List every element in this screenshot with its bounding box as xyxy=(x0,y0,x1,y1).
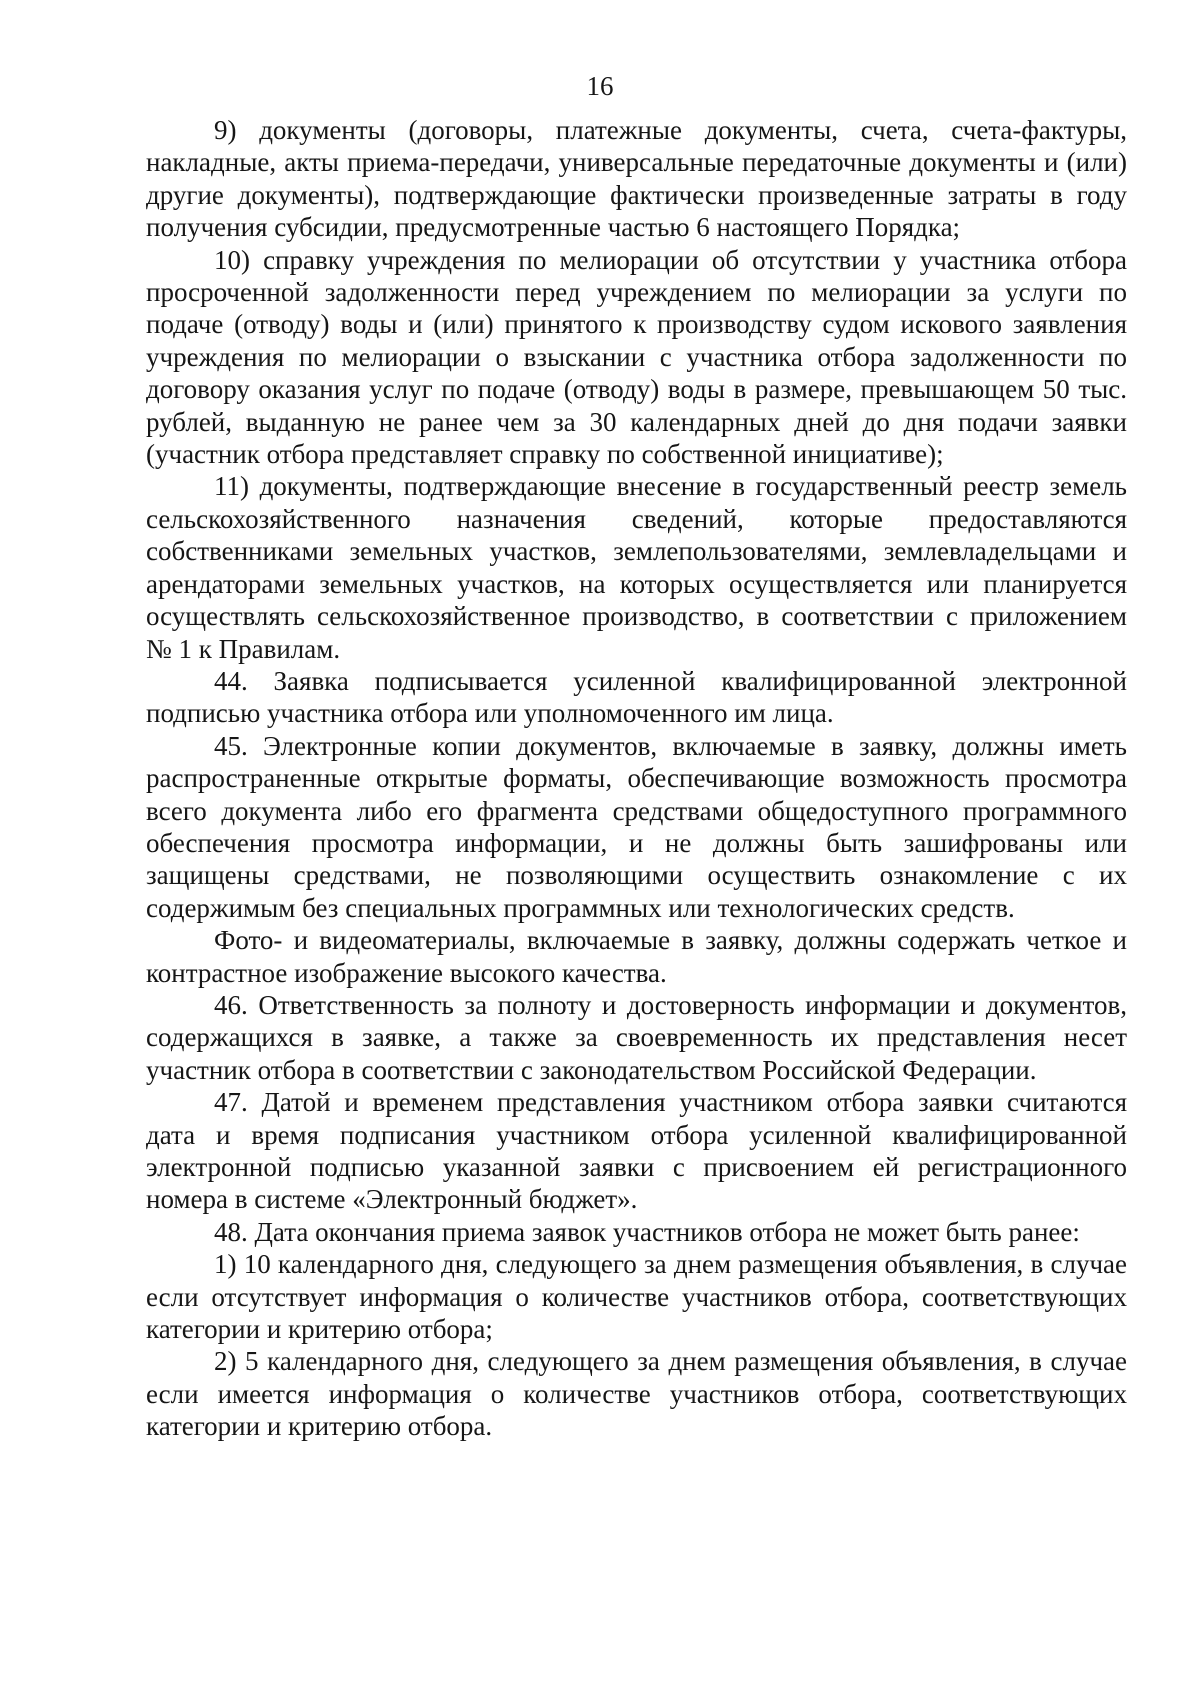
paragraph-48-item-1: 1) 10 календарного дня, следующего за днем размещения объявления, в случае если отсутствует информация о количестве участников отбора, соответствующих категории и критерию отбора; xyxy=(146,1249,1127,1345)
paragraph-47-submission-date: 47. Датой и временем представления участником отбора заявки считаются дата и время подписания участником отбора усиленной квалифицированной электронной подписью указанной заявки с присвоением ей регистрационного номера в системе «Электронный бюджет». xyxy=(146,1087,1127,1215)
page-number: 16 xyxy=(586,71,614,101)
paragraph-48-deadline: 48. Дата окончания приема заявок участников отбора не может быть ранее: xyxy=(214,1216,1080,1247)
paragraph-photo-video-materials: Фото- и видеоматериалы, включаемые в заявку, должны содержать четкое и контрастное изображение высокого качества. xyxy=(146,925,1127,988)
paragraph-45-electronic-copies: 45. Электронные копии документов, включаемые в заявку, должны иметь распространенные открытые форматы, обеспечивающие возможность просмотра всего документа либо его фрагмента средствами общедоступного программного обеспечения просмотра информации, и не должны быть зашифрованы или защищены средствами, не позволяющими осуществить ознакомление с их содержимым без специальных программных или технологических средств. xyxy=(146,730,1127,923)
paragraph-item-10-melioration-certificate: 10) справку учреждения по мелиорации об отсутствии у участника отбора просроченной задолженности перед учреждением по мелиорации за услуги по подаче (отводу) воды и (или) принятого к производству судом искового заявления учреждения по мелиорации о взыскании с участника отбора задолженности по договору оказания услуг по подаче (отводу) воды в размере, превышающем 50 тыс. рублей, выданную не ранее чем за 30 календарных дней до дня подачи заявки (участник отбора представляет справку по собственной инициативе); xyxy=(146,244,1127,470)
paragraph-48-item-2: 2) 5 календарного дня, следующего за днем размещения объявления, в случае если имеется информация о количестве участников отбора, соответствующих категории и критерию отбора. xyxy=(146,1346,1127,1442)
document-body xyxy=(146,114,1127,1443)
paragraph-item-11-land-registry-documents: 11) документы, подтверждающие внесение в государственный реестр земель сельскохозяйственного назначения сведений, которые предоставляются собственниками земельных участков, землепользователями, землевладельцами и арендаторами земельных участков, на которых осуществляется или планируется осуществлять сельскохозяйственное производство, в соответствии с приложением № 1 к Правилам. xyxy=(146,471,1127,664)
paragraph-44-electronic-signature: 44. Заявка подписывается усиленной квалифицированной электронной подписью участника отбора или уполномоченного им лица. xyxy=(146,665,1127,729)
paragraph-46-responsibility: 46. Ответственность за полноту и достоверность информации и документов, содержащихся в заявке, а также за своевременность их представления несет участник отбора в соответствии с законодательством Российской Федерации. xyxy=(146,989,1127,1085)
paragraph-item-9-cost-documents: 9) документы (договоры, платежные документы, счета, счета-фактуры, накладные, акты приема-передачи, универсальные передаточные документы и (или) другие документы), подтверждающие фактически произведенные затраты в году получения субсидии, предусмотренные частью 6 настоящего Порядка; xyxy=(146,115,1127,243)
